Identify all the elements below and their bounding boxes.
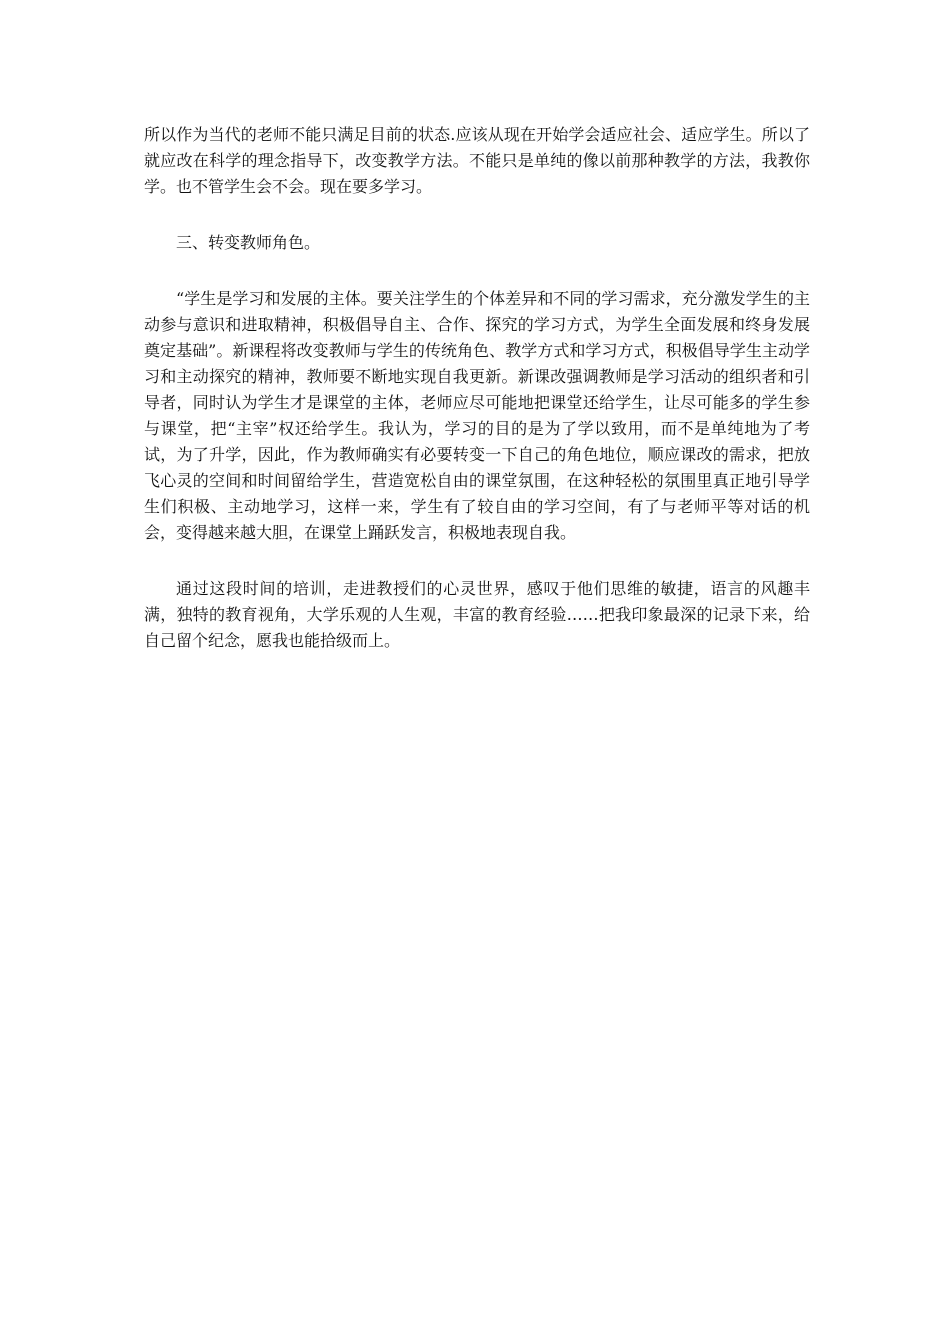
paragraph-training-reflection: 通过这段时间的培训，走进教授们的心灵世界，感叹于他们思维的敏捷，语言的风趣丰满，独特的教育视角，大学乐观的人生观，丰富的教育经验……把我印象最深的记录下来，给自己留个纪念，愿我也能拾级而上。	[144, 579, 810, 650]
paragraph-student-subject: “学生是学习和发展的主体。要关注学生的个体差异和不同的学习需求，充分激发学生的主动参与意识和进取精神，积极倡导自主、合作、探究的学习方式，为学生全面发展和终身发展奠定基础”。新课程将改变教师与学生的传统角色、教学方式和学习方式，积极倡导学生主动学习和主动探究的精神，教师要不断地实现自我更新。新课改强调教师是学习活动的组织者和引导者，同时认为学生才是课堂的主体，老师应尽可能地把课堂还给学生，让尽可能多的学生参与课堂，把“主宰”权还给学生。我认为，学习的目的是为了学以致用，而不是单纯地为了考试，为了升学，因此，作为教师确实有必要转变一下自己的角色地位，顺应课改的需求，把放飞心灵的空间和时间留给学生，营造宽松自由的课堂氛围，在这种轻松的氛围里真正地引导学生们积极、主动地学习，这样一来，学生有了较自由的学习空间，有了与老师平等对话的机会，变得越来越大胆，在课堂上踊跃发言，积极地表现自我。	[144, 289, 810, 542]
document-body	[144, 122, 810, 654]
section-heading-change-teacher-role: 三、转变教师角色。	[176, 233, 321, 252]
paragraph-teacher-state: 所以作为当代的老师不能只满足目前的状态.应该从现在开始学会适应社会、适应学生。所以了就应改在科学的理念指导下，改变教学方法。不能只是单纯的像以前那种教学的方法，我教你学。也不管学生会不会。现在要多学习。	[144, 125, 810, 196]
